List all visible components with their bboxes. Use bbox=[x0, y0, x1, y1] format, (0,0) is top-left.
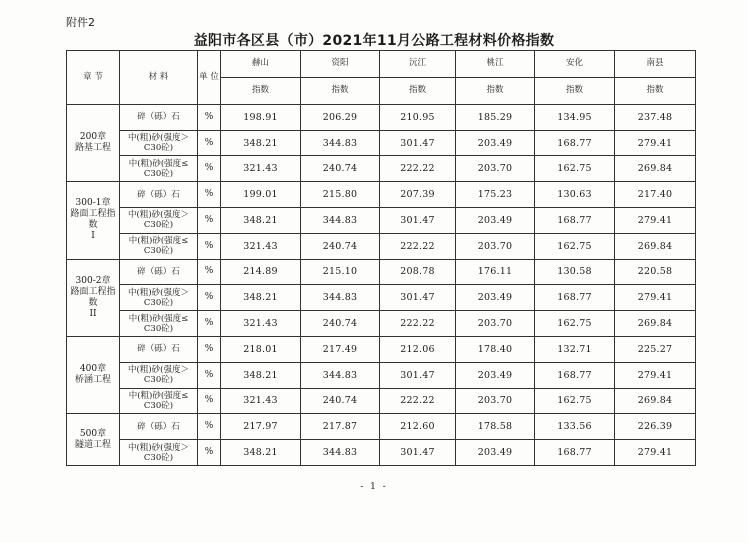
index-value-cell: 348.21 bbox=[221, 208, 301, 234]
unit-cell: % bbox=[198, 336, 221, 362]
index-value-cell: 168.77 bbox=[535, 285, 615, 311]
index-value-cell: 203.49 bbox=[456, 362, 535, 388]
table-row bbox=[67, 362, 696, 388]
unit-cell: % bbox=[198, 414, 221, 440]
index-value-cell: 203.49 bbox=[456, 440, 535, 466]
chapter-cell: 200章 路基工程 bbox=[67, 104, 120, 181]
index-value-cell: 210.95 bbox=[380, 104, 456, 130]
header-region: 资阳 bbox=[301, 51, 380, 78]
index-value-cell: 215.10 bbox=[301, 259, 380, 285]
header-region: 桃江 bbox=[456, 51, 535, 78]
header-row-regions bbox=[67, 51, 696, 78]
index-value-cell: 199.01 bbox=[221, 182, 301, 208]
page-number: - 1 - bbox=[360, 482, 388, 492]
index-value-cell: 220.58 bbox=[615, 259, 696, 285]
unit-cell: % bbox=[198, 285, 221, 311]
table-row bbox=[67, 104, 696, 130]
index-value-cell: 175.23 bbox=[456, 182, 535, 208]
material-cell: 中(粗)砂(强度＞ C30砼) bbox=[120, 208, 198, 234]
header-chapter: 章 节 bbox=[67, 51, 120, 105]
table-row bbox=[67, 156, 696, 182]
material-cell: 碎（砾）石 bbox=[120, 259, 198, 285]
table-row bbox=[67, 388, 696, 414]
index-value-cell: 301.47 bbox=[380, 440, 456, 466]
table-row bbox=[67, 440, 696, 466]
index-value-cell: 203.70 bbox=[456, 388, 535, 414]
index-value-cell: 162.75 bbox=[535, 311, 615, 337]
index-value-cell: 279.41 bbox=[615, 440, 696, 466]
index-value-cell: 198.91 bbox=[221, 104, 301, 130]
index-value-cell: 217.40 bbox=[615, 182, 696, 208]
material-cell: 碎（砾）石 bbox=[120, 182, 198, 208]
unit-cell: % bbox=[198, 208, 221, 234]
index-value-cell: 237.48 bbox=[615, 104, 696, 130]
unit-cell: % bbox=[198, 104, 221, 130]
header-index-label: 指数 bbox=[535, 77, 615, 104]
index-value-cell: 162.75 bbox=[535, 233, 615, 259]
index-value-cell: 279.41 bbox=[615, 362, 696, 388]
index-value-cell: 178.58 bbox=[456, 414, 535, 440]
index-value-cell: 240.74 bbox=[301, 156, 380, 182]
index-value-cell: 321.43 bbox=[221, 233, 301, 259]
index-value-cell: 132.71 bbox=[535, 336, 615, 362]
page-title: 益阳市各区县（市）2021年11月公路工程材料价格指数 bbox=[193, 33, 555, 49]
index-value-cell: 344.83 bbox=[301, 208, 380, 234]
index-value-cell: 208.78 bbox=[380, 259, 456, 285]
table-row bbox=[67, 233, 696, 259]
header-region: 南县 bbox=[615, 51, 696, 78]
unit-cell: % bbox=[198, 233, 221, 259]
unit-cell: % bbox=[198, 440, 221, 466]
table-row bbox=[67, 311, 696, 337]
index-value-cell: 240.74 bbox=[301, 311, 380, 337]
index-value-cell: 176.11 bbox=[456, 259, 535, 285]
chapter-cell: 300-1章 路面工程指数 I bbox=[67, 182, 120, 259]
unit-cell: % bbox=[198, 130, 221, 156]
index-value-cell: 222.22 bbox=[380, 233, 456, 259]
index-value-cell: 240.74 bbox=[301, 233, 380, 259]
header-region: 安化 bbox=[535, 51, 615, 78]
index-value-cell: 344.83 bbox=[301, 440, 380, 466]
index-value-cell: 279.41 bbox=[615, 285, 696, 311]
index-value-cell: 168.77 bbox=[535, 208, 615, 234]
index-value-cell: 206.29 bbox=[301, 104, 380, 130]
table-row bbox=[67, 285, 696, 311]
index-value-cell: 348.21 bbox=[221, 440, 301, 466]
index-value-cell: 225.27 bbox=[615, 336, 696, 362]
index-value-cell: 212.06 bbox=[380, 336, 456, 362]
index-value-cell: 133.56 bbox=[535, 414, 615, 440]
material-cell: 中(粗)砂(强度≤ C30砼) bbox=[120, 311, 198, 337]
index-value-cell: 203.70 bbox=[456, 311, 535, 337]
index-value-cell: 279.41 bbox=[615, 208, 696, 234]
index-value-cell: 215.80 bbox=[301, 182, 380, 208]
unit-cell: % bbox=[198, 156, 221, 182]
index-value-cell: 168.77 bbox=[535, 130, 615, 156]
index-value-cell: 203.70 bbox=[456, 233, 535, 259]
chapter-cell: 300-2章 路面工程指数 II bbox=[67, 259, 120, 336]
index-value-cell: 301.47 bbox=[380, 362, 456, 388]
unit-cell: % bbox=[198, 259, 221, 285]
table-row bbox=[67, 414, 696, 440]
index-value-cell: 217.49 bbox=[301, 336, 380, 362]
material-cell: 碎（砾）石 bbox=[120, 104, 198, 130]
index-value-cell: 279.41 bbox=[615, 130, 696, 156]
index-value-cell: 321.43 bbox=[221, 311, 301, 337]
index-value-cell: 344.83 bbox=[301, 285, 380, 311]
index-value-cell: 321.43 bbox=[221, 388, 301, 414]
index-value-cell: 348.21 bbox=[221, 285, 301, 311]
header-material: 材 料 bbox=[120, 51, 198, 105]
material-cell: 中(粗)砂(强度＞ C30砼) bbox=[120, 285, 198, 311]
header-index-label: 指数 bbox=[301, 77, 380, 104]
index-value-cell: 212.60 bbox=[380, 414, 456, 440]
index-value-cell: 207.39 bbox=[380, 182, 456, 208]
unit-cell: % bbox=[198, 388, 221, 414]
index-value-cell: 217.87 bbox=[301, 414, 380, 440]
index-value-cell: 344.83 bbox=[301, 130, 380, 156]
chapter-cell: 400章 桥涵工程 bbox=[67, 336, 120, 413]
index-value-cell: 222.22 bbox=[380, 388, 456, 414]
material-cell: 碎（砾）石 bbox=[120, 336, 198, 362]
price-index-table bbox=[66, 50, 696, 466]
table-row bbox=[67, 130, 696, 156]
header-index-label: 指数 bbox=[221, 77, 301, 104]
index-value-cell: 162.75 bbox=[535, 156, 615, 182]
index-value-cell: 301.47 bbox=[380, 130, 456, 156]
index-value-cell: 130.58 bbox=[535, 259, 615, 285]
index-value-cell: 203.49 bbox=[456, 208, 535, 234]
index-value-cell: 269.84 bbox=[615, 156, 696, 182]
material-cell: 中(粗)砂(强度＞ C30砼) bbox=[120, 130, 198, 156]
index-value-cell: 203.70 bbox=[456, 156, 535, 182]
material-cell: 碎（砾）石 bbox=[120, 414, 198, 440]
material-cell: 中(粗)砂(强度＞ C30砼) bbox=[120, 362, 198, 388]
index-value-cell: 134.95 bbox=[535, 104, 615, 130]
material-cell: 中(粗)砂(强度＞ C30砼) bbox=[120, 440, 198, 466]
index-value-cell: 222.22 bbox=[380, 156, 456, 182]
table-row bbox=[67, 208, 696, 234]
header-index-label: 指数 bbox=[456, 77, 535, 104]
header-index-label: 指数 bbox=[615, 77, 696, 104]
index-value-cell: 203.49 bbox=[456, 285, 535, 311]
unit-cell: % bbox=[198, 362, 221, 388]
header-unit: 单 位 bbox=[198, 51, 221, 105]
index-value-cell: 348.21 bbox=[221, 362, 301, 388]
index-value-cell: 269.84 bbox=[615, 311, 696, 337]
index-value-cell: 344.83 bbox=[301, 362, 380, 388]
table-row bbox=[67, 182, 696, 208]
index-value-cell: 168.77 bbox=[535, 440, 615, 466]
material-cell: 中(粗)砂(强度≤ C30砼) bbox=[120, 156, 198, 182]
material-cell: 中(粗)砂(强度≤ C30砼) bbox=[120, 233, 198, 259]
index-value-cell: 321.43 bbox=[221, 156, 301, 182]
header-index-label: 指数 bbox=[380, 77, 456, 104]
index-value-cell: 217.97 bbox=[221, 414, 301, 440]
index-value-cell: 226.39 bbox=[615, 414, 696, 440]
index-value-cell: 301.47 bbox=[380, 208, 456, 234]
index-value-cell: 130.63 bbox=[535, 182, 615, 208]
index-value-cell: 301.47 bbox=[380, 285, 456, 311]
table-row bbox=[67, 259, 696, 285]
index-value-cell: 185.29 bbox=[456, 104, 535, 130]
table-row bbox=[67, 336, 696, 362]
unit-cell: % bbox=[198, 311, 221, 337]
index-value-cell: 168.77 bbox=[535, 362, 615, 388]
index-value-cell: 240.74 bbox=[301, 388, 380, 414]
index-value-cell: 178.40 bbox=[456, 336, 535, 362]
index-value-cell: 348.21 bbox=[221, 130, 301, 156]
chapter-cell: 500章 隧道工程 bbox=[67, 414, 120, 466]
index-value-cell: 218.01 bbox=[221, 336, 301, 362]
index-value-cell: 214.89 bbox=[221, 259, 301, 285]
attachment-label: 附件2 bbox=[66, 16, 95, 29]
index-value-cell: 222.22 bbox=[380, 311, 456, 337]
index-value-cell: 269.84 bbox=[615, 388, 696, 414]
header-region: 沅江 bbox=[380, 51, 456, 78]
index-value-cell: 269.84 bbox=[615, 233, 696, 259]
index-value-cell: 162.75 bbox=[535, 388, 615, 414]
header-region: 赫山 bbox=[221, 51, 301, 78]
material-cell: 中(粗)砂(强度≤ C30砼) bbox=[120, 388, 198, 414]
index-value-cell: 203.49 bbox=[456, 130, 535, 156]
unit-cell: % bbox=[198, 182, 221, 208]
